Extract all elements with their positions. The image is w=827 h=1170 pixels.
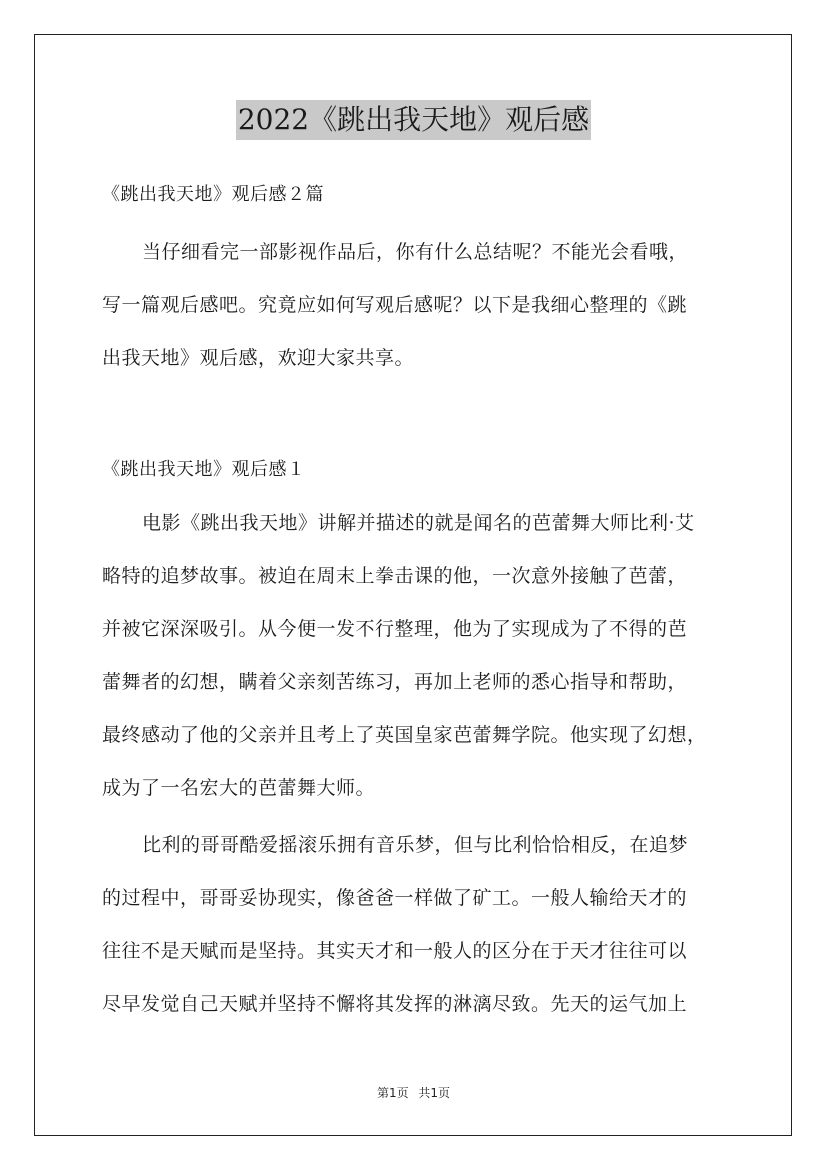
page-footer [0,1084,827,1101]
intro-line: 当仔细看完一部影视作品后，你有什么总结呢？不能光会看哦， [142,241,689,263]
paragraph2-line: 尽早发觉自己天赋并坚持不懈将其发挥的淋漓尽致。先天的运气加上 [102,993,688,1015]
section-heading: 《跳出我天地》观后感１ [102,459,306,480]
paragraph1-line: 电影《跳出我天地》讲解并描述的就是闻名的芭蕾舞大师比利·艾 [142,512,695,534]
paragraph1-line: 并被它深深吸引。从今便一发不行整理，他为了实现成为了不得的芭 [102,618,688,640]
paragraph2-line: 比利的哥哥酷爱摇滚乐拥有音乐梦，但与比利恰恰相反，在追梦 [142,834,689,856]
paragraph1-line: 蕾舞者的幻想，瞒着父亲刻苦练习，再加上老师的悉心指导和帮助， [102,671,688,693]
paragraph2-line: 的过程中，哥哥妥协现实，像爸爸一样做了矿工。一般人输给天才的 [102,887,688,909]
intro-line: 写一篇观后感吧。究竟应如何写观后感呢？以下是我细心整理的《跳 [102,294,688,316]
paragraph1-line: 成为了一名宏大的芭蕾舞大师。 [102,777,376,799]
page-number: 第1页 [376,1086,409,1100]
document-title: 2022《跳出我天地》观后感 [236,100,591,140]
paragraph1-line: 略特的追梦故事。被迫在周末上拳击课的他，一次意外接触了芭蕾， [102,565,688,587]
paragraph2-line: 往往不是天赋而是坚持。其实天才和一般人的区分在于天才往往可以 [102,940,688,962]
page-total: 共1页 [418,1086,451,1100]
paragraph1-line: 最终感动了他的父亲并且考上了英国皇家芭蕾舞学院。他实现了幻想， [102,724,707,746]
title-container [0,100,827,140]
intro-line: 出我天地》观后感，欢迎大家共享。 [102,347,415,369]
document-subtitle: 《跳出我天地》观后感２篇 [102,184,324,205]
